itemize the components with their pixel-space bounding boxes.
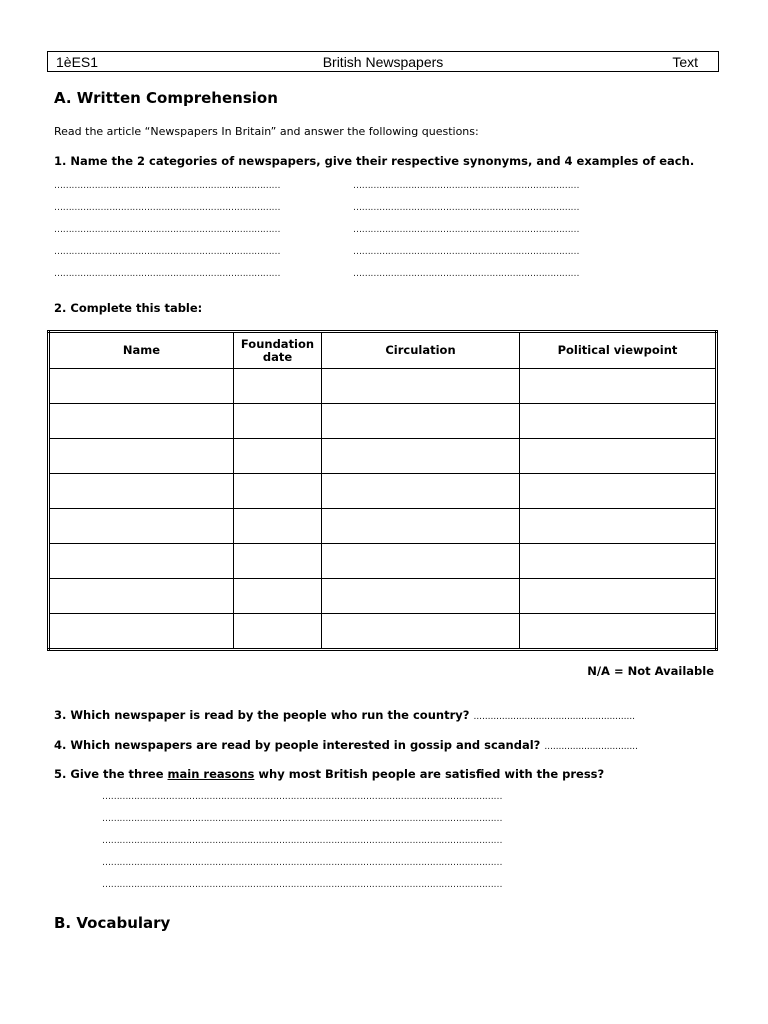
table-note: N/A = Not Available — [587, 664, 714, 678]
table-cell[interactable] — [234, 614, 322, 650]
table-cell[interactable] — [322, 404, 520, 439]
table-cell[interactable] — [322, 509, 520, 544]
table-header-row — [49, 332, 717, 369]
table-cell[interactable] — [49, 439, 234, 474]
table-cell[interactable] — [234, 439, 322, 474]
table-cell[interactable] — [520, 404, 717, 439]
table-cell[interactable] — [234, 509, 322, 544]
question-4-text: 4. Which newspapers are read by people interested in gossip and scandal? — [54, 738, 541, 752]
table-cell[interactable] — [520, 369, 717, 404]
document-type: Text — [672, 54, 698, 70]
answer-line[interactable]: …………………………………………………………………… — [54, 269, 281, 279]
instructions: Read the article “Newspapers In Britain” and answer the following questions: — [54, 125, 479, 138]
table-row — [49, 369, 717, 404]
table-cell[interactable] — [49, 579, 234, 614]
table-cell[interactable] — [322, 614, 520, 650]
question-5-text-start: 5. Give the three — [54, 767, 168, 781]
question-3 — [54, 708, 635, 724]
answer-line[interactable]: ………………………………………………………………………………………………………………………… — [102, 814, 503, 824]
table-cell[interactable] — [520, 544, 717, 579]
table-cell[interactable] — [49, 474, 234, 509]
table-row — [49, 474, 717, 509]
column-header-foundation-date: Foundation date — [234, 332, 322, 369]
answer-line[interactable]: …………………………………………………………………… — [54, 247, 281, 257]
table-cell[interactable] — [520, 474, 717, 509]
answer-line[interactable]: …………………………………………………………………… — [353, 225, 580, 235]
document-header — [47, 51, 719, 72]
answer-line[interactable]: …………………………………………………………………… — [54, 181, 281, 191]
table-cell[interactable] — [234, 544, 322, 579]
table-cell[interactable] — [234, 579, 322, 614]
table-cell[interactable] — [49, 404, 234, 439]
newspaper-table — [47, 330, 718, 651]
table-cell[interactable] — [322, 579, 520, 614]
table-row — [49, 404, 717, 439]
answer-line[interactable]: …………………………………………………………………… — [54, 225, 281, 235]
answer-line[interactable]: ………………………………………………………………………………………………………………………… — [102, 858, 503, 868]
table-cell[interactable] — [322, 544, 520, 579]
column-header-name: Name — [49, 332, 234, 369]
answer-line[interactable]: ………………………………………………………………………………………………………………………… — [102, 836, 503, 846]
question-5 — [54, 767, 604, 781]
question-5-emphasis: main reasons — [167, 767, 255, 781]
table-cell[interactable] — [322, 369, 520, 404]
document-title: British Newspapers — [322, 54, 444, 70]
column-header-political-viewpoint: Political viewpoint — [520, 332, 717, 369]
table-cell[interactable] — [520, 509, 717, 544]
answer-line[interactable]: …………………………………………………………………… — [353, 247, 580, 257]
table-cell[interactable] — [49, 614, 234, 650]
table-row — [49, 509, 717, 544]
table-cell[interactable] — [234, 369, 322, 404]
section-a-title: A. Written Comprehension — [54, 89, 278, 107]
table-cell[interactable] — [49, 369, 234, 404]
question-4 — [54, 738, 638, 754]
question-3-text: 3. Which newspaper is read by the people who run the country? — [54, 708, 470, 722]
class-code: 1èES1 — [56, 54, 99, 70]
table-cell[interactable] — [520, 579, 717, 614]
table-row — [49, 614, 717, 650]
table-cell[interactable] — [322, 474, 520, 509]
table-row — [49, 439, 717, 474]
table-cell[interactable] — [520, 614, 717, 650]
column-header-circulation: Circulation — [322, 332, 520, 369]
table-cell[interactable] — [49, 544, 234, 579]
section-b-title: B. Vocabulary — [54, 914, 171, 932]
table-cell[interactable] — [520, 439, 717, 474]
answer-line[interactable]: …………………………………………………………………… — [353, 181, 580, 191]
table-cell[interactable] — [49, 509, 234, 544]
table-row — [49, 579, 717, 614]
table-cell[interactable] — [234, 474, 322, 509]
table-cell[interactable] — [234, 404, 322, 439]
question-1: 1. Name the 2 categories of newspapers, give their respective synonyms, and 4 examples of each. — [54, 154, 695, 168]
question-5-text-end: why most British people are satisfied with the press? — [254, 767, 605, 781]
question-3-answer-line[interactable]: ………………………………………………… — [473, 712, 635, 722]
table-cell[interactable] — [322, 439, 520, 474]
answer-line[interactable]: ………………………………………………………………………………………………………………………… — [102, 880, 503, 890]
question-2: 2. Complete this table: — [54, 301, 203, 315]
answer-line[interactable]: …………………………………………………………………… — [353, 269, 580, 279]
table-row — [49, 544, 717, 579]
answer-line[interactable]: ………………………………………………………………………………………………………………………… — [102, 792, 503, 802]
question-4-answer-line[interactable]: …………………………… — [544, 742, 638, 752]
answer-line[interactable]: …………………………………………………………………… — [353, 203, 580, 213]
answer-line[interactable]: …………………………………………………………………… — [54, 203, 281, 213]
